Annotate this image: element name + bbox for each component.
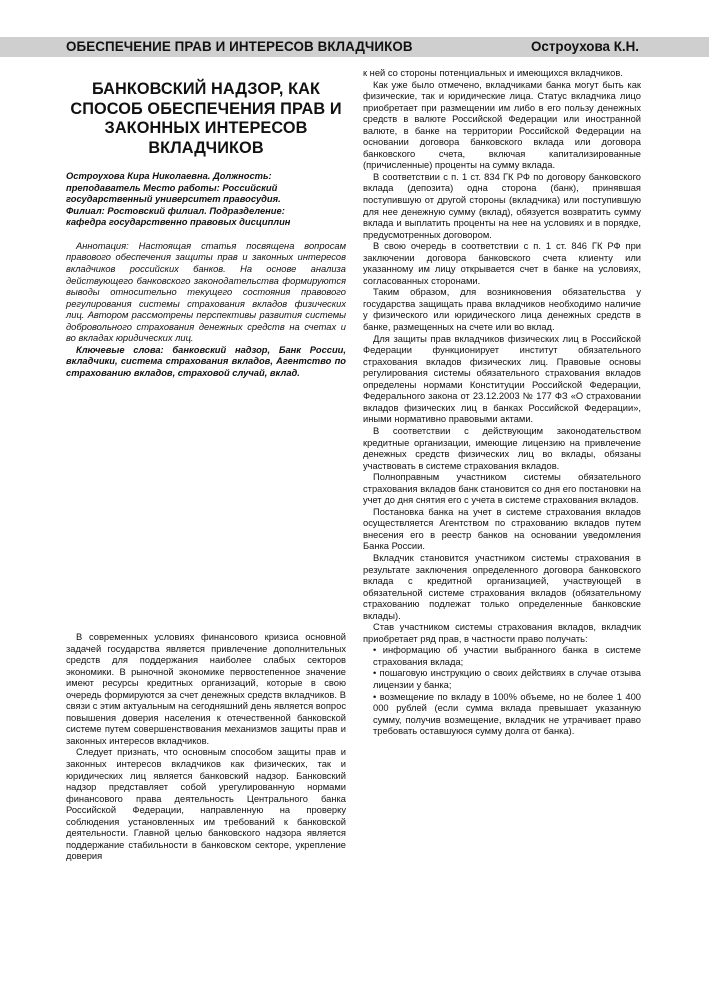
author-info: Остроухова Кира Николаевна. Должность: преподаватель Место работы: Российский государственный университет правосудия. Филиал: Ростовский филиал. Подразделение: кафедра государственно правовых дисциплин <box>66 171 291 228</box>
body-paragraph: Следует признать, что основным способом защиты прав и законных интересов вкладчиков как физических, так и юридических лиц является банковский надзор. Банковский надзор представляет собой урегулированную нормами финансового права деятельность Центрального банка Российской Федерации, направленную на проверку соблюдения установленных им требований к банковской деятельности. Главной целью банковского надзора является поддержание стабильности в банковском секторе, укрепление доверия <box>66 747 346 862</box>
body-paragraph: Как уже было отмечено, вкладчиками банка могут быть как физические, так и юридические лица. Статус вкладчика лицо приобретает при размещении им либо в его пользу денежных средств в валюте Российской Федерации или иностранной валюте, в банке на территории Российской Федерации на основании договора банковского вклада или договора банковского счета, включая капитализированные (причисленные) проценты на сумму вклада. <box>363 79 641 171</box>
body-paragraph: к ней со стороны потенциальных и имеющихся вкладчиков. <box>363 68 623 78</box>
body-paragraph: В свою очередь в соответствии с п. 1 ст. 846 ГК РФ при заключении договора банковского счета клиенту или указанному им лицу открывается счет в банке на условиях, согласованных сторонами. <box>363 241 641 286</box>
body-paragraph: В современных условиях финансового кризиса основной задачей государства является привлечение дополнительных средств для поддержания наиболее слабых секторов экономики. В рыночной экономике первостепенное значение имеют ресурсы кредитных организаций, которые в свою очередь формируются за счет денежных средств вкладчиков. В связи с этим актуальным на сегодняшний день является вопрос повышения доверия населения к отечественной банковской системе путем совершенствования механизмов защиты прав и законных интересов вкладчиков. <box>66 632 346 746</box>
keywords: Ключевые слова: банковский надзор, Банк России, вкладчики, система страхования вкладов, Агентство по страхованию вкладов, страховой случай, вклад. <box>66 344 346 378</box>
header-author: Остроухова К.Н. <box>530 39 639 54</box>
body-paragraph: Став участником системы страхования вкладов, вкладчик приобретает ряд прав, в частности право получать: <box>363 622 641 644</box>
list-item: • возмещение по вкладу в 100% объеме, но не более 1 400 000 рублей (если сумма вклада превышает указанную сумму, получив возмещение, вкладчик не утрачивает право требовать оставшуюся сумму долга от банка). <box>373 691 641 737</box>
left-column-body <box>66 632 346 863</box>
abstract <box>66 241 346 380</box>
abstract-text: Аннотация: Настоящая статья посвящена вопросам правового обеспечения защиты прав и законных интересов вкладчиков российских банков. На основе анализа действующего банковского законодательства формируются выводы относительно текущего состояния правового регулирования системы страхования вкладов физических лиц. Автором рассмотрены перспективы развития системы добровольного страхования денежных средств на счетах и во вкладах юридических лиц. <box>66 240 346 344</box>
article-title: БАНКОВСКИЙ НАДЗОР, КАК СПОСОБ ОБЕСПЕЧЕНИЯ ПРАВ И ЗАКОННЫХ ИНТЕРЕСОВ ВКЛАДЧИКОВ <box>70 80 342 157</box>
body-paragraph: Постановка банка на учет в системе страхования вкладов осуществляется Агентством по страхованию вкладов путем внесения его в реестр банков на основании уведомления Банка России. <box>363 506 641 552</box>
body-paragraph: В соответствии с п. 1 ст. 834 ГК РФ по договору банковского вклада (депозита) одна сторона (банк), принявшая поступившую от другой стороны (вкладчика) или поступившую для нее денежную сумму (вклад), обязуется возвратить сумму вклада и выплатить проценты на нее на условиях и в порядке, предусмотренных договором. <box>363 171 641 240</box>
running-header <box>0 37 709 57</box>
list-item: • пошаговую инструкцию о своих действиях в случае отзыва лицензии у банка; <box>373 668 641 690</box>
list-item: • информацию об участии выбранного банка в системе страхования вклада; <box>373 645 641 667</box>
header-section-title: ОБЕСПЕЧЕНИЕ ПРАВ И ИНТЕРЕСОВ ВКЛАДЧИКОВ <box>66 39 413 54</box>
body-paragraph: Вкладчик становится участником системы страхования в результате заключения определенного договора банковского вклада с кредитной организацией, участвующей в обязательной системе страхования вкладов (обязательному страхованию подлежат только определенные банковские вклады). <box>363 552 641 621</box>
left-column-top <box>66 80 346 379</box>
body-paragraph: Для защиты прав вкладчиков физических лиц в Российской Федерации функционирует институт обязательного страхования вкладов физических лиц. Правовые основы регулирования системы обязательного страхования вкладов определены нормами Конституции Российской Федерации, Федерального закона от 23.12.2003 № 177 ФЗ «О страховании вкладов физических лиц в банках Российской Федерации», иными нормативно правовыми актами. <box>363 333 641 425</box>
body-paragraph: Полноправным участником системы обязательного страхования вкладов банк становится со дня его постановки на учет до дня снятия его с учета в системе страхования вкладов. <box>363 472 641 506</box>
right-column-body <box>363 68 641 738</box>
body-paragraph: Таким образом, для возникновения обязательства у государства защищать права вкладчиков необходимо наличие у физического или юридического лица денежных средств в банке, размещенных на счете или во вклад. <box>363 287 641 333</box>
body-paragraph: В соответствии с действующим законодательством кредитные организации, имеющие лицензию на привлечение денежных средств физических лиц во вклады, обязаны участвовать в системе страхования вкладов. <box>363 425 641 471</box>
